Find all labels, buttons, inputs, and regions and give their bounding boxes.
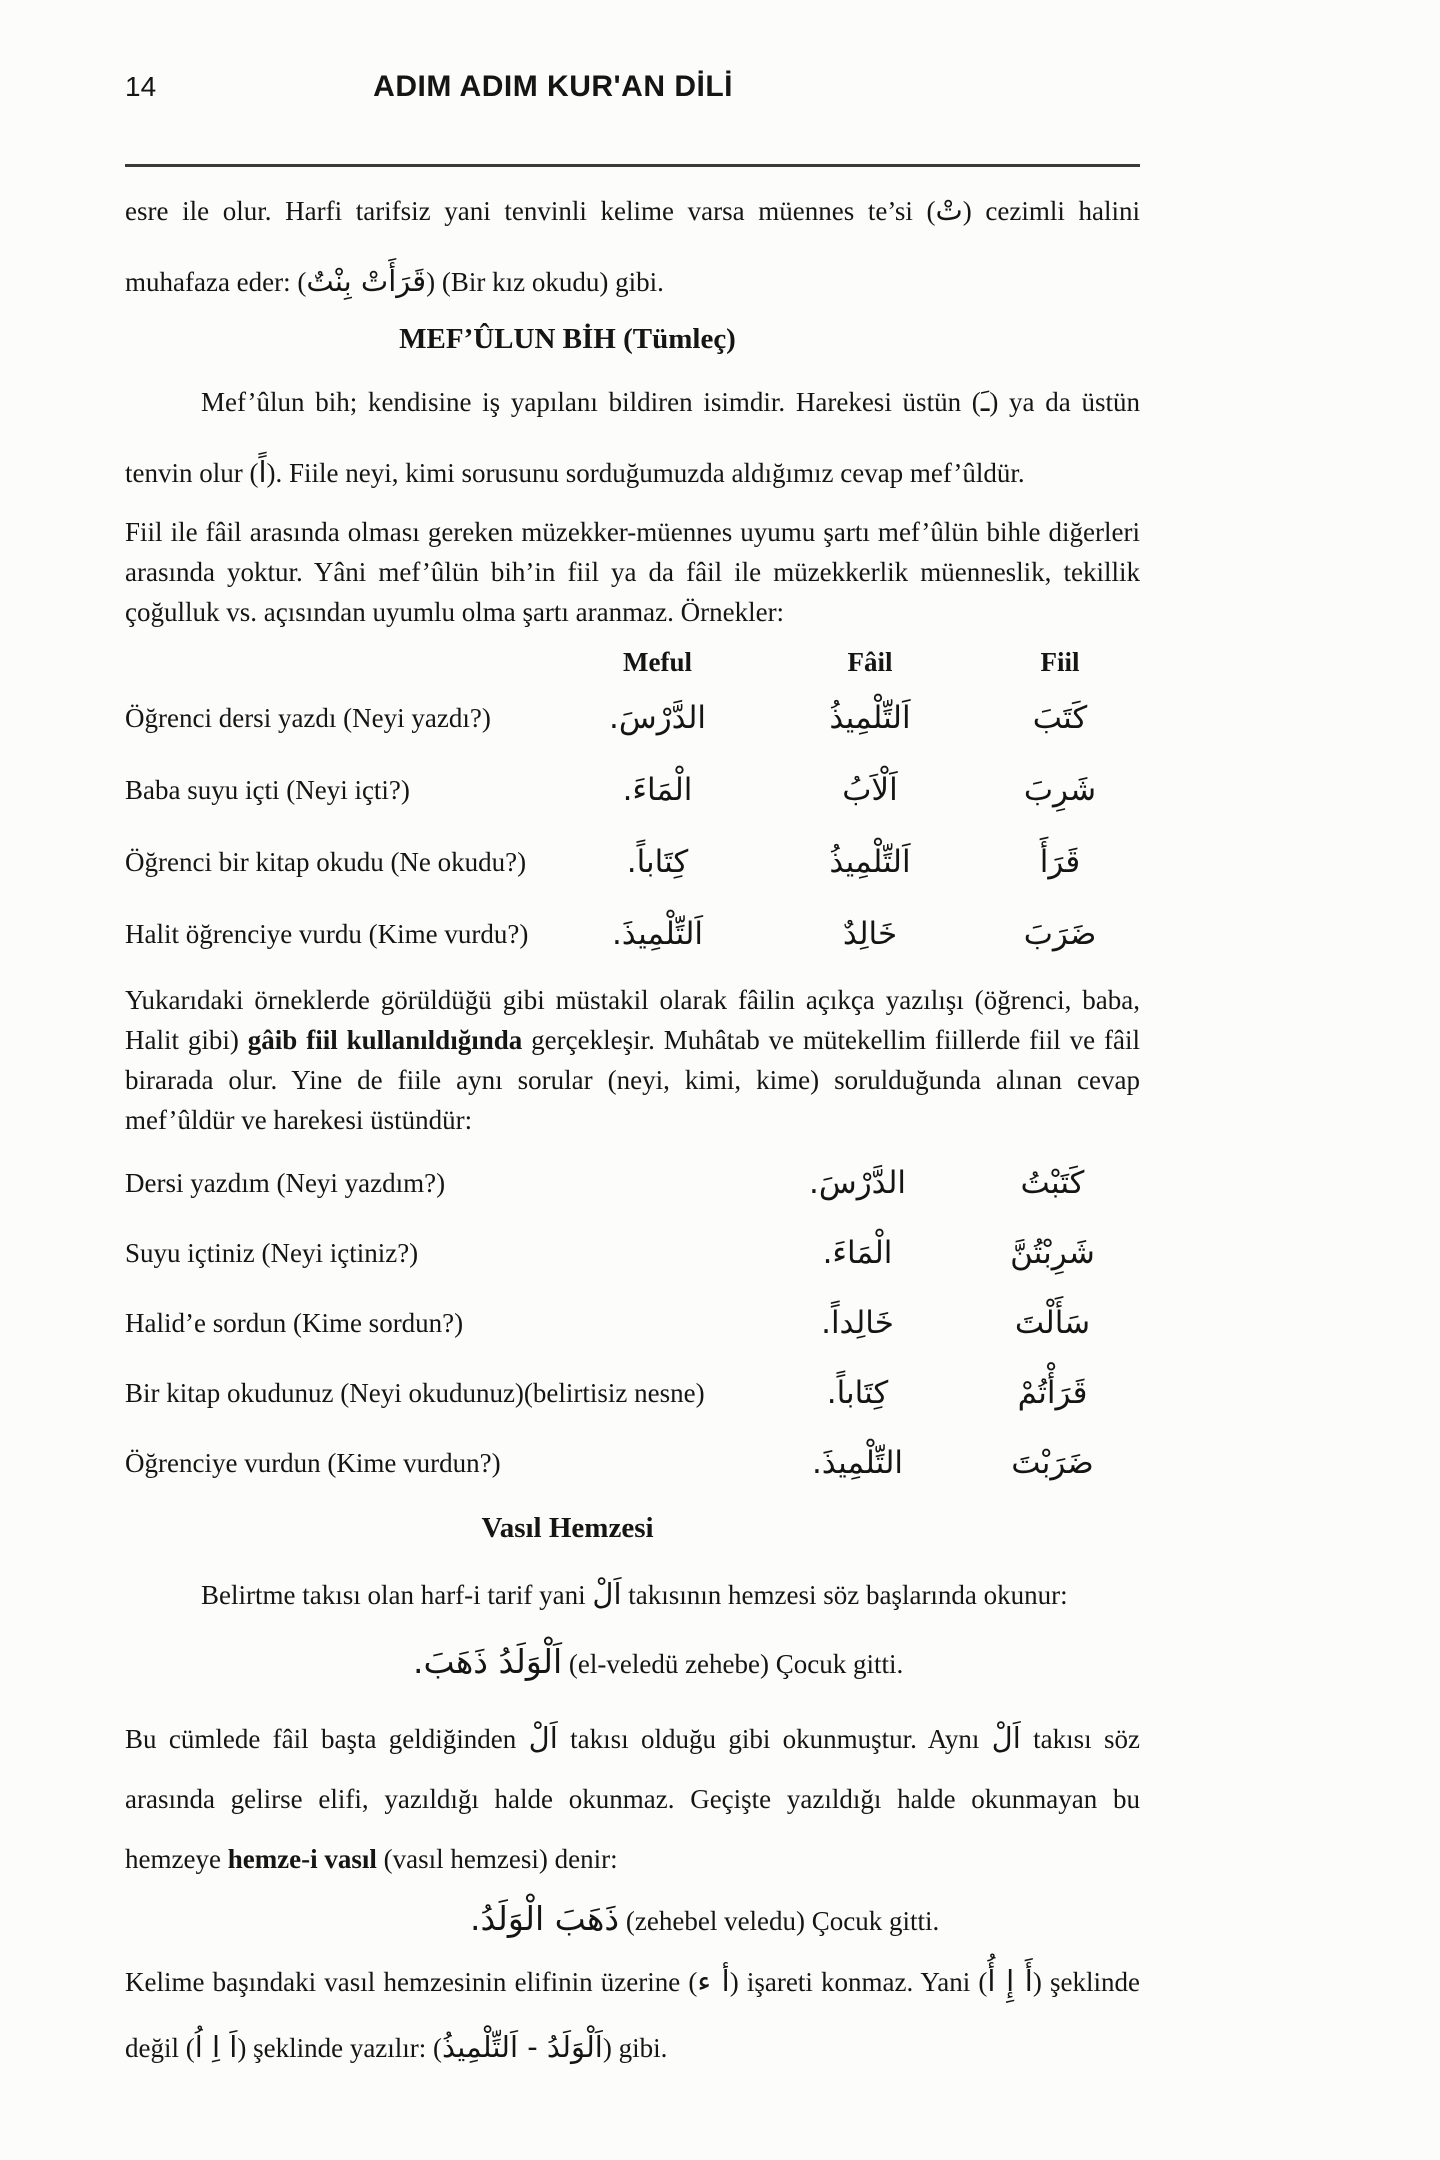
turkish-sentence: Öğrenci dersi yazdı (Neyi yazdı?) (125, 702, 491, 733)
v-p1-text-1: Belirtme takısı olan harf-i tarif yani (201, 1580, 593, 1610)
fiil-cell: ضَرَبَ (1023, 916, 1097, 952)
examples-table (125, 642, 1140, 970)
list-item (125, 1218, 1140, 1288)
p1-arabic-tenvin: اً (258, 455, 267, 489)
list-item (125, 1288, 1140, 1358)
verb-cell: سَأَلْتَ (1014, 1305, 1091, 1341)
meful-cell: الدَّرْسَ. (609, 700, 706, 736)
v-p3-text-5: ) gibi. (602, 2033, 668, 2063)
section-heading-vasil-hemzesi: Vasıl Hemzesi (481, 1512, 654, 1544)
table-row (125, 826, 1140, 898)
page-number: 14 (125, 71, 157, 102)
v-p2-text-3: takısı söz arasında gelirse elifi, yazıldığı halde okunmaz. Geçişte yazıldığı halde okunmayan bu hemzeye (125, 1724, 1140, 1874)
fail-cell: اَلتِّلْمِيذُ (829, 700, 911, 736)
meful-cell: الْمَاءَ. (622, 772, 693, 808)
turkish-sentence: Bir kitap okudunuz (Neyi okudunuz)(belirtisiz nesne) (125, 1377, 705, 1408)
v-p3-text-3: ) şeklinde değil ( (125, 1967, 1140, 2063)
list-item (125, 1358, 1140, 1428)
v-p1-arabic-el: اَلْ (592, 1577, 622, 1611)
example1-translation: (el-veledü zehebe) Çocuk gitti. (562, 1649, 904, 1679)
p1-arabic-fatha: ـَ (980, 384, 990, 418)
col-header-meful: Meful (623, 646, 692, 677)
col-header-fiil: Fiil (1040, 646, 1080, 677)
v-p2-text-2: takısı olduğu gibi okunmuştur. Aynı (557, 1724, 992, 1754)
p1-text-1: Mef’ûlun bih; kendisine iş yapılanı bildiren isimdir. Harekesi üstün ( (201, 387, 981, 417)
table-row (125, 754, 1140, 826)
v-p3-text-2: ) işareti konmaz. Yani ( (729, 1967, 988, 1997)
intro-arabic-2: قَرَأَتْ بِنْتٌ (306, 264, 427, 298)
v-p3-arabic-elif-forms: اَ اِ اُ (194, 2030, 238, 2064)
verb-cell: شَرِبْتُنَّ (1010, 1235, 1095, 1271)
examples-list (125, 1148, 1140, 1498)
header-rule (125, 164, 1140, 167)
mefulun-definition-paragraph (125, 366, 1140, 508)
fiil-cell: شَرِبَ (1023, 772, 1097, 808)
object-cell: خَالِداً. (821, 1305, 894, 1341)
v-p2-arabic-el-1: اَلْ (528, 1721, 558, 1755)
v-p2-bold-run: hemze-i vasıl (227, 1844, 377, 1874)
example-sentence-zehebel (125, 1889, 1140, 1949)
fail-cell: اَلْاَبُ (842, 772, 898, 808)
p3-bold-run: gâib fiil kullanıldığında (247, 1025, 523, 1055)
intro-paragraph (125, 175, 1140, 317)
turkish-sentence: Suyu içtiniz (Neyi içtiniz?) (125, 1237, 419, 1268)
v-p3-arabic-hamza-forms: أَ إِ أُ (987, 1964, 1033, 1998)
example1-arabic: اَلْوَلَدُ ذَهَبَ. (413, 1642, 563, 1681)
v-p2-text-1: Bu cümlede fâil başta geldiğinden (125, 1724, 529, 1754)
turkish-sentence: Öğrenciye vurdun (Kime vurdun?) (125, 1447, 501, 1478)
example2-translation: (zehebel veledu) Çocuk gitti. (619, 1906, 940, 1936)
verb-cell: ضَرَبْتَ (1011, 1445, 1094, 1481)
gaib-fiil-paragraph (125, 980, 1140, 1140)
object-cell: الدَّرْسَ. (809, 1165, 906, 1201)
verb-cell: قَرَأْتُمْ (1017, 1375, 1088, 1411)
turkish-sentence: Halid’e sordun (Kime sordun?) (125, 1307, 464, 1338)
intro-text-3: ) (Bir kız okudu) gibi. (426, 267, 664, 297)
list-item (125, 1428, 1140, 1498)
fiil-cell: قَرَأَ (1039, 844, 1081, 880)
verb-cell: كَتَبْتُ (1020, 1165, 1085, 1201)
hemze-rule-paragraph (125, 1949, 1140, 2081)
vasil-explanation-paragraph (125, 1708, 1140, 1889)
object-cell: كِتَاباً. (826, 1375, 889, 1411)
page-header (125, 70, 1140, 104)
meful-cell: اَلتِّلْمِيذَ. (611, 916, 704, 952)
v-p2-text-4: (vasıl hemzesi) denir: (376, 1844, 618, 1874)
list-item (125, 1148, 1140, 1218)
examples-table-header (125, 642, 1140, 682)
p3-text-2: gerçekleşir. Muhâtab ve mütekellim fiillerde fiil ve fâil birarada olur. Yine de fiile aynı sorular (neyi, kimi, kime) sorulduğunda alınan cevap mef’ûldür ve harekesi üstündür: (125, 1025, 1141, 1135)
book-title: ADIM ADIM KUR'AN DİLİ (373, 70, 733, 103)
object-cell: التِّلْمِيذَ. (811, 1445, 904, 1481)
table-row (125, 898, 1140, 970)
turkish-sentence: Halit öğrenciye vurdu (Kime vurdu?) (125, 918, 529, 949)
agreement-paragraph: Fiil ile fâil arasında olması gereken müzekker-müennes uyumu şartı mef’ûlün bihle diğerleri arasında yoktur. Yâni mef’ûlün bih’in fiil ya da fâil ile müzekkerlik müenneslik, tekillik çoğulluk vs. açısından uyumlu olma şartı aranmaz. Örnekler: (125, 517, 1140, 627)
turkish-sentence: Öğrenci bir kitap okudu (Ne okudu?) (125, 846, 527, 877)
meful-cell: كِتَاباً. (626, 844, 689, 880)
fail-cell: خَالِدٌ (842, 916, 898, 952)
v-p1-text-2: takısının hemzesi söz başlarında okunur: (621, 1580, 1068, 1610)
turkish-sentence: Baba suyu içti (Neyi içti?) (125, 774, 410, 805)
fiil-cell: كَتَبَ (1032, 700, 1088, 736)
intro-text-2: ) cezimli halini muhafaza eder: ( (125, 196, 1141, 297)
example-sentence-el-veledu (125, 1630, 1140, 1694)
fail-cell: اَلتِّلْمِيذُ (829, 844, 911, 880)
intro-arabic-1: تْ (935, 193, 963, 227)
v-p3-text-1: Kelime başındaki vasıl hemzesinin elifinin üzerine ( (125, 1967, 698, 1997)
v-p3-text-4: ) şeklinde yazılır: ( (237, 2033, 443, 2063)
v-p3-arabic-hamza: أ ء (697, 1964, 730, 1998)
intro-text-1: esre ile olur. Harfi tarifsiz yani tenvinli kelime varsa müennes te’si ( (125, 196, 936, 226)
col-header-fail: Fâil (847, 646, 893, 677)
p1-text-3: ). Fiile neyi, kimi sorusunu sorduğumuzda aldığımız cevap mef’ûldür. (266, 458, 1025, 488)
p1-text-2: ) ya da üstün tenvin olur ( (125, 387, 1141, 488)
v-p3-arabic-examples: اَلْوَلَدُ - اَلتِّلْمِيذُ (442, 2030, 603, 2064)
v-p2-arabic-el-2: اَلْ (991, 1721, 1021, 1755)
section-heading-mefulun-bih: MEF’ÛLUN BİH (Tümleç) (399, 323, 736, 355)
turkish-sentence: Dersi yazdım (Neyi yazdım?) (125, 1167, 446, 1198)
object-cell: الْمَاءَ. (822, 1235, 893, 1271)
vasil-intro-paragraph (125, 1559, 1140, 1630)
example2-arabic: ذَهَبَ الْوَلَدُ. (470, 1899, 620, 1938)
p3-text-1: Yukarıdaki örneklerde görüldüğü gibi müstakil olarak fâilin açıkça yazılışı (öğrenci, baba, Halit gibi) (125, 985, 1140, 1055)
table-row (125, 682, 1140, 754)
